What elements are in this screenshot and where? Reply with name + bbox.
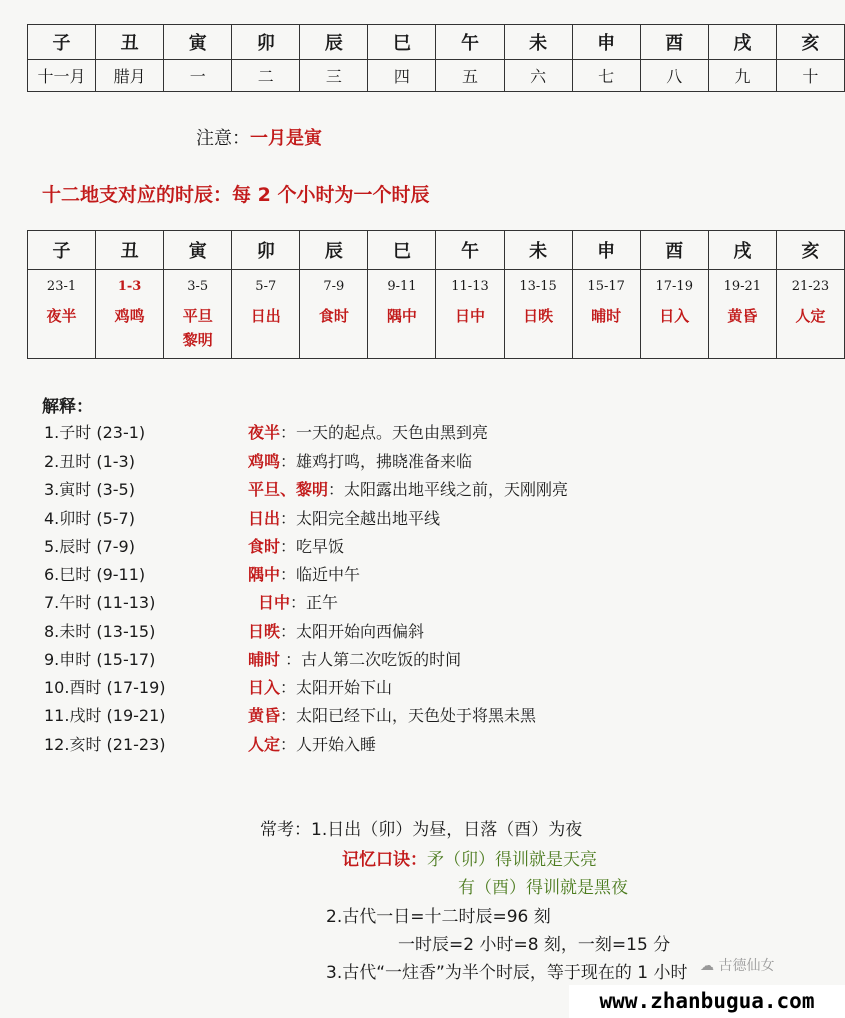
explain-item-right [248, 449, 472, 472]
name-cell: 平旦 黎明 [164, 302, 232, 359]
note-prefix: 注意： [196, 128, 250, 149]
explain-term: 日中 [258, 593, 291, 612]
month-cell: 一 [164, 60, 232, 92]
explain-term: 日入 [248, 678, 281, 697]
explain-desc: ：吃早饭 [280, 537, 345, 556]
name-cell: 晡时 [572, 302, 640, 359]
name-cell: 人定 [776, 302, 844, 359]
explain-desc: ：古人第二次吃饭的时间 [280, 650, 462, 669]
mnemonic-line-2: 有（酉）得训就是黑夜 [458, 878, 628, 898]
explain-term: 夜半 [248, 423, 281, 442]
watermark-text: ☁ 古德仙女 [700, 958, 775, 974]
explain-item-right [248, 506, 440, 529]
branch-row [28, 231, 845, 270]
branch-cell: 午 [436, 231, 504, 270]
branch-cell: 酉 [640, 25, 708, 60]
name-cell: 日入 [640, 302, 708, 359]
explain-desc: ：太阳开始向西偏斜 [280, 622, 425, 641]
explain-item-right [248, 675, 392, 698]
branch-cell: 未 [504, 231, 572, 270]
month-row [28, 60, 845, 92]
explain-desc: ：雄鸡打鸣，拂晓准备来临 [280, 452, 473, 471]
branch-cell: 未 [504, 25, 572, 60]
explain-item-left: 7.午时 (11-13) [44, 593, 156, 612]
explain-term: 日出 [248, 509, 281, 528]
explain-item-left: 3.寅时 (3-5) [44, 480, 135, 499]
branch-cell: 子 [28, 25, 96, 60]
name-cell: 食时 [300, 302, 368, 359]
explain-item-left: 5.辰时 (7-9) [44, 537, 135, 556]
branch-cell: 寅 [164, 25, 232, 60]
month-cell: 六 [504, 60, 572, 92]
explain-item-left: 2.丑时 (1-3) [44, 452, 135, 471]
explain-term: 日昳 [248, 622, 281, 641]
month-cell: 二 [232, 60, 300, 92]
explain-term: 鸡鸣 [248, 452, 281, 471]
branch-cell: 辰 [300, 25, 368, 60]
branch-cell: 巳 [368, 231, 436, 270]
hours-cell: 5-7 [232, 270, 300, 303]
explain-desc: ：临近中午 [280, 565, 361, 584]
section-heading: 十二地支对应的时辰：每 2 个小时为一个时辰 [42, 184, 430, 206]
explain-term: 黄昏 [248, 706, 281, 725]
name-cell: 黄昏 [708, 302, 776, 359]
hours-cell: 13-15 [504, 270, 572, 303]
hours-cell: 1-3 [96, 270, 164, 303]
hours-cell: 19-21 [708, 270, 776, 303]
explain-term: 人定 [248, 735, 281, 754]
branch-cell: 午 [436, 25, 504, 60]
month-cell: 八 [640, 60, 708, 92]
month-cell: 五 [436, 60, 504, 92]
explain-item-left: 1.子时 (23-1) [44, 423, 146, 442]
explain-desc: ：太阳露出地平线之前，天刚刚亮 [328, 480, 569, 499]
explain-item-right [258, 590, 338, 613]
explain-desc: ：人开始入睡 [280, 735, 377, 754]
month-cell: 十一月 [28, 60, 96, 92]
hours-cell: 17-19 [640, 270, 708, 303]
branch-cell: 亥 [776, 25, 844, 60]
hours-cell: 7-9 [300, 270, 368, 303]
hours-cell: 21-23 [776, 270, 844, 303]
explain-term: 晡时 [248, 650, 281, 669]
month-cell: 四 [368, 60, 436, 92]
tips-line-2: 2.古代一日=十二时辰=96 刻 [326, 907, 551, 927]
explain-item-right [248, 732, 376, 755]
explain-desc: ：正午 [290, 593, 339, 612]
branch-cell: 卯 [232, 25, 300, 60]
branch-cell: 亥 [776, 231, 844, 270]
month-cell: 十 [776, 60, 844, 92]
explain-item-right [248, 534, 344, 557]
explain-item-left: 8.未时 (13-15) [44, 622, 156, 641]
explain-desc: ：一天的起点。天色由黑到亮 [280, 423, 489, 442]
explain-title: 解释： [42, 397, 93, 417]
name-cell: 日昳 [504, 302, 572, 359]
tips-line-3: 一时辰=2 小时=8 刻，一刻=15 分 [398, 935, 671, 955]
hours-cell: 3-5 [164, 270, 232, 303]
hours-cell: 23-1 [28, 270, 96, 303]
branch-cell: 巳 [368, 25, 436, 60]
month-cell: 三 [300, 60, 368, 92]
hours-table [27, 230, 845, 359]
explain-term: 食时 [248, 537, 281, 556]
explain-item-left: 6.巳时 (9-11) [44, 565, 146, 584]
name-cell: 鸡鸣 [96, 302, 164, 359]
explain-desc: ：太阳已经下山，天色处于将黑未黑 [280, 706, 537, 725]
branch-cell: 子 [28, 231, 96, 270]
branch-cell: 酉 [640, 231, 708, 270]
explain-item-right [248, 703, 536, 726]
hours-cell: 9-11 [368, 270, 436, 303]
branch-cell: 卯 [232, 231, 300, 270]
explain-item-left: 10.酉时 (17-19) [44, 678, 166, 697]
explain-item-left: 9.申时 (15-17) [44, 650, 156, 669]
hours-cell: 11-13 [436, 270, 504, 303]
month-cell: 腊月 [96, 60, 164, 92]
note-emphasis: 一月是寅 [250, 128, 322, 149]
branch-cell: 寅 [164, 231, 232, 270]
name-row [28, 302, 845, 359]
name-cell: 日出 [232, 302, 300, 359]
explain-item-right [248, 647, 461, 670]
site-url[interactable]: www.zhanbugua.com [569, 985, 845, 1018]
months-table [27, 24, 845, 92]
name-cell: 日中 [436, 302, 504, 359]
explain-desc: ：太阳完全越出地平线 [280, 509, 441, 528]
branch-cell: 申 [572, 25, 640, 60]
explain-term: 隅中 [248, 565, 281, 584]
explain-desc: ：太阳开始下山 [280, 678, 393, 697]
name-cell: 夜半 [28, 302, 96, 359]
name-cell: 隅中 [368, 302, 436, 359]
month-cell: 七 [572, 60, 640, 92]
branch-cell: 辰 [300, 231, 368, 270]
note-text [196, 124, 322, 150]
explain-item-right [248, 562, 360, 585]
month-cell: 九 [708, 60, 776, 92]
explain-item-left: 12.亥时 (21-23) [44, 735, 166, 754]
explain-item-right [248, 619, 424, 642]
explain-item-left: 11.戌时 (19-21) [44, 706, 166, 725]
tips-line-4: 3.古代“一炷香”为半个时辰，等于现在的 1 小时 [326, 963, 688, 983]
hours-row [28, 270, 845, 303]
explain-item-left: 4.卯时 (5-7) [44, 509, 135, 528]
branch-cell: 丑 [96, 25, 164, 60]
branch-cell: 戌 [708, 231, 776, 270]
branch-cell: 申 [572, 231, 640, 270]
mnemonic-line-1 [342, 845, 597, 870]
mnemonic-text: 矛（卯）得训就是天亮 [427, 850, 597, 870]
explain-item-right [248, 477, 568, 500]
branch-row [28, 25, 845, 60]
explain-item-right [248, 420, 488, 443]
branch-cell: 丑 [96, 231, 164, 270]
hours-cell: 15-17 [572, 270, 640, 303]
branch-cell: 戌 [708, 25, 776, 60]
mnemonic-label: 记忆口诀： [342, 850, 427, 870]
explain-term: 平旦、黎明 [248, 480, 329, 499]
tips-line-1: 常考：1.日出（卯）为昼，日落（酉）为夜 [260, 820, 583, 840]
